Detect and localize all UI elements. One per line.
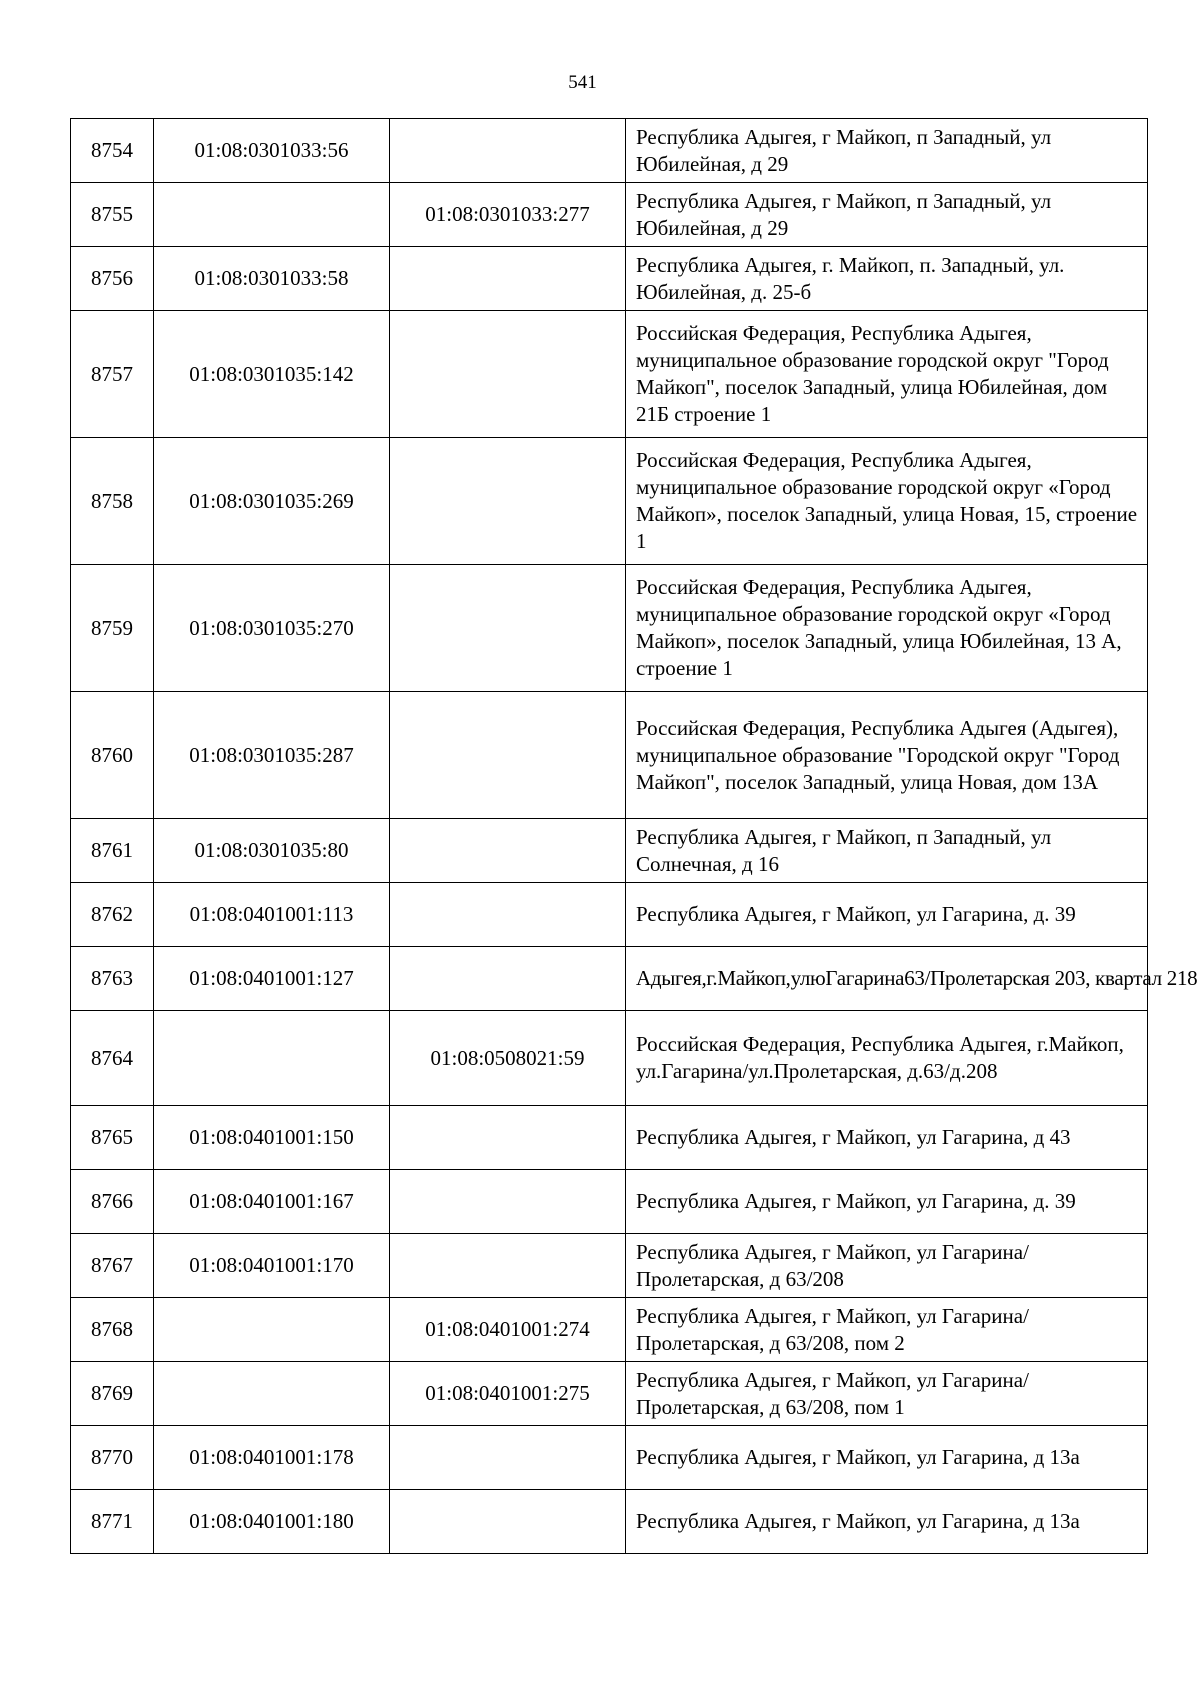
address-cell: Республика Адыгея, г Майкоп, ул Гагарина, д 43 xyxy=(626,1106,1148,1170)
object-cadastral-number-cell xyxy=(390,819,626,883)
address-cell: Республика Адыгея, г Майкоп, ул Гагарина/Пролетарская, д 63/208 xyxy=(626,1234,1148,1298)
land-cadastral-number-cell: 01:08:0401001:180 xyxy=(154,1490,390,1554)
object-cadastral-number-cell: 01:08:0508021:59 xyxy=(390,1011,626,1106)
object-cadastral-number-cell xyxy=(390,883,626,947)
address-cell: Российская Федерация, Республика Адыгея (Адыгея), муниципальное образование "Городской округ "Город Майкоп", поселок Западный, улица Новая, дом 13А xyxy=(626,692,1148,819)
address-cell: Республика Адыгея, г Майкоп, п Западный, ул Юбилейная, д 29 xyxy=(626,119,1148,183)
object-cadastral-number-cell xyxy=(390,1234,626,1298)
table-row xyxy=(71,438,1148,565)
land-cadastral-number-cell: 01:08:0401001:170 xyxy=(154,1234,390,1298)
row-number-cell: 8764 xyxy=(71,1011,154,1106)
address-cell: Адыгея,г.Майкоп,улюГагарина63/Пролетарская 203, квартал 218 xyxy=(626,947,1148,1011)
object-cadastral-number-cell xyxy=(390,311,626,438)
land-cadastral-number-cell: 01:08:0301033:56 xyxy=(154,119,390,183)
row-number-cell: 8769 xyxy=(71,1362,154,1426)
table-row xyxy=(71,119,1148,183)
address-cell: Республика Адыгея, г Майкоп, п Западный, ул Солнечная, д 16 xyxy=(626,819,1148,883)
address-cell: Республика Адыгея, г Майкоп, ул Гагарина, д 13а xyxy=(626,1490,1148,1554)
address-cell: Российская Федерация, Республика Адыгея, муниципальное образование городской округ «Город Майкоп», поселок Западный, улица Новая, 15, строение 1 xyxy=(626,438,1148,565)
row-number-cell: 8767 xyxy=(71,1234,154,1298)
registry-table xyxy=(70,118,1198,1554)
registry-table-body xyxy=(71,119,1198,1554)
object-cadastral-number-cell: 01:08:0301033:277 xyxy=(390,183,626,247)
address-cell: Республика Адыгея, г Майкоп, п Западный, ул Юбилейная, д 29 xyxy=(626,183,1148,247)
object-cadastral-number-cell xyxy=(390,1106,626,1170)
object-cadastral-number-cell xyxy=(390,119,626,183)
object-cadastral-number-cell xyxy=(390,692,626,819)
table-row xyxy=(71,692,1148,819)
object-cadastral-number-cell xyxy=(390,438,626,565)
row-number-cell: 8757 xyxy=(71,311,154,438)
table-row xyxy=(71,1362,1148,1426)
address-cell: Республика Адыгея, г. Майкоп, п. Западный, ул. Юбилейная, д. 25-б xyxy=(626,247,1148,311)
row-number-cell: 8762 xyxy=(71,883,154,947)
table-row xyxy=(71,1106,1148,1170)
table-row xyxy=(71,311,1148,438)
row-number-cell: 8768 xyxy=(71,1298,154,1362)
object-cadastral-number-cell xyxy=(390,947,626,1011)
row-number-cell: 8761 xyxy=(71,819,154,883)
table-row xyxy=(71,819,1148,883)
object-cadastral-number-cell xyxy=(390,247,626,311)
address-cell: Республика Адыгея, г Майкоп, ул Гагарина, д 13а xyxy=(626,1426,1148,1490)
land-cadastral-number-cell: 01:08:0301033:58 xyxy=(154,247,390,311)
land-cadastral-number-cell xyxy=(154,1011,390,1106)
land-cadastral-number-cell: 01:08:0401001:113 xyxy=(154,883,390,947)
address-cell: Российская Федерация, Республика Адыгея, муниципальное образование городской округ "Город Майкоп", поселок Западный, улица Юбилейная, дом 21Б строение 1 xyxy=(626,311,1148,438)
land-cadastral-number-cell xyxy=(154,1362,390,1426)
table-row xyxy=(71,565,1148,692)
land-cadastral-number-cell: 01:08:0301035:142 xyxy=(154,311,390,438)
row-number-cell: 8763 xyxy=(71,947,154,1011)
land-cadastral-number-cell: 01:08:0401001:127 xyxy=(154,947,390,1011)
table-row xyxy=(71,1426,1148,1490)
row-number-cell: 8758 xyxy=(71,438,154,565)
row-number-cell: 8765 xyxy=(71,1106,154,1170)
land-cadastral-number-cell xyxy=(154,183,390,247)
object-cadastral-number-cell: 01:08:0401001:274 xyxy=(390,1298,626,1362)
address-cell: Республика Адыгея, г Майкоп, ул Гагарина/Пролетарская, д 63/208, пом 2 xyxy=(626,1298,1148,1362)
address-cell: Республика Адыгея, г Майкоп, ул Гагарина, д. 39 xyxy=(626,883,1148,947)
address-cell: Российская Федерация, Республика Адыгея, г.Майкоп, ул.Гагарина/ул.Пролетарская, д.63/д.208 xyxy=(626,1011,1148,1106)
row-number-cell: 8760 xyxy=(71,692,154,819)
row-number-cell: 8756 xyxy=(71,247,154,311)
table-row xyxy=(71,1170,1148,1234)
land-cadastral-number-cell: 01:08:0301035:80 xyxy=(154,819,390,883)
land-cadastral-number-cell: 01:08:0401001:167 xyxy=(154,1170,390,1234)
address-cell: Республика Адыгея, г Майкоп, ул Гагарина, д. 39 xyxy=(626,1170,1148,1234)
land-cadastral-number-cell: 01:08:0301035:270 xyxy=(154,565,390,692)
row-number-cell: 8755 xyxy=(71,183,154,247)
table-row xyxy=(71,183,1148,247)
table-row xyxy=(71,947,1148,1011)
land-cadastral-number-cell: 01:08:0301035:287 xyxy=(154,692,390,819)
table-row xyxy=(71,1234,1148,1298)
address-cell: Республика Адыгея, г Майкоп, ул Гагарина/Пролетарская, д 63/208, пом 1 xyxy=(626,1362,1148,1426)
object-cadastral-number-cell xyxy=(390,1426,626,1490)
land-cadastral-number-cell: 01:08:0301035:269 xyxy=(154,438,390,565)
row-number-cell: 8754 xyxy=(71,119,154,183)
table-row xyxy=(71,1011,1148,1106)
row-number-cell: 8771 xyxy=(71,1490,154,1554)
object-cadastral-number-cell xyxy=(390,1490,626,1554)
row-number-cell: 8766 xyxy=(71,1170,154,1234)
row-number-cell: 8759 xyxy=(71,565,154,692)
land-cadastral-number-cell: 01:08:0401001:178 xyxy=(154,1426,390,1490)
row-number-cell: 8770 xyxy=(71,1426,154,1490)
table-row xyxy=(71,883,1148,947)
address-cell: Российская Федерация, Республика Адыгея, муниципальное образование городской округ «Город Майкоп», поселок Западный, улица Юбилейная, 13 А, строение 1 xyxy=(626,565,1148,692)
object-cadastral-number-cell xyxy=(390,1170,626,1234)
table-row xyxy=(71,247,1148,311)
page-number: 541 xyxy=(568,72,597,93)
object-cadastral-number-cell xyxy=(390,565,626,692)
object-cadastral-number-cell: 01:08:0401001:275 xyxy=(390,1362,626,1426)
land-cadastral-number-cell: 01:08:0401001:150 xyxy=(154,1106,390,1170)
table-row xyxy=(71,1298,1148,1362)
land-cadastral-number-cell xyxy=(154,1298,390,1362)
table-row xyxy=(71,1490,1148,1554)
